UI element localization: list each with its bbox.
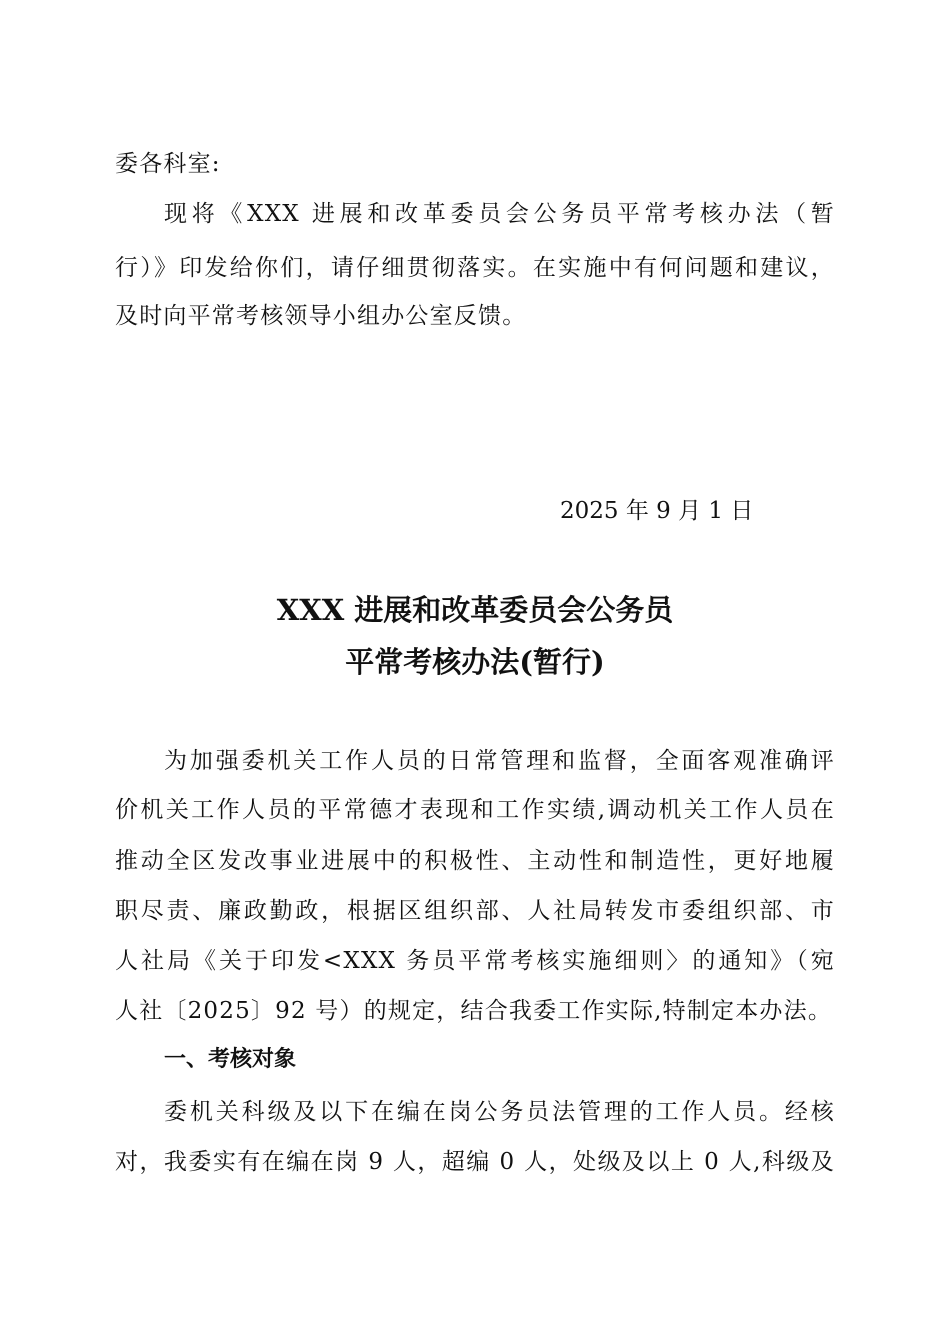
intro-line-5: 人社局《关于印发<XXX 务员平常考核实施细则〉的通知》（宛 — [115, 948, 835, 974]
salutation: 委各科室: — [115, 151, 221, 177]
letter-body-line-1: 现将《XXX 进展和改革委员会公务员平常考核办法（暂 — [164, 201, 835, 227]
intro-line-4: 职尽责、廉政勤政，根据区组织部、人社局转发市委组织部、市 — [115, 898, 835, 924]
section1-line-1: 委机关科级及以下在编在岗公务员法管理的工作人员。经核 — [164, 1099, 835, 1125]
issue-date: 2025 年 9 月 1 日 — [560, 498, 754, 524]
intro-line-2: 价机关工作人员的平常德才表现和工作实绩,调动机关工作人员在 — [115, 797, 835, 823]
intro-line-6: 人社〔2025〕92 号）的规定，结合我委工作实际,特制定本办法。 — [115, 998, 833, 1024]
intro-line-1: 为加强委机关工作人员的日常管理和监督，全面客观准确评 — [164, 748, 835, 774]
letter-body-line-3: 及时向平常考核领导小组办公室反馈。 — [115, 303, 527, 329]
document-title-line-2: 平常考核办法(暂行) — [345, 645, 605, 679]
section1-line-2: 对，我委实有在编在岗 9 人，超编 0 人，处级及以上 0 人,科级及 — [115, 1149, 835, 1175]
section-heading-assessment-target: 一、考核对象 — [164, 1047, 297, 1072]
document-title-line-1: XXX 进展和改革委员会公务员 — [276, 593, 674, 627]
intro-line-3: 推动全区发改事业进展中的积极性、主动性和制造性，更好地履 — [115, 848, 835, 874]
letter-body-line-2: 行）》印发给你们，请仔细贯彻落实。在实施中有何问题和建议， — [115, 255, 835, 281]
